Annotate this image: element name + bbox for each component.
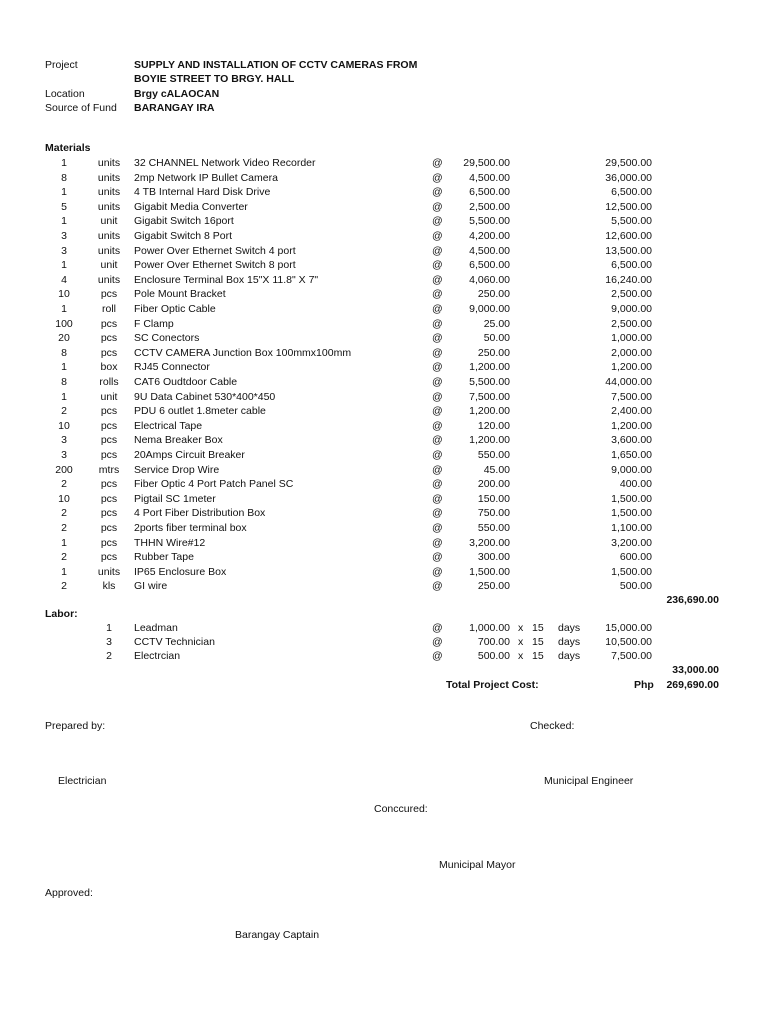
- table-row: [0, 172, 768, 187]
- project-title-line2: BOYIE STREET TO BRGY. HALL: [134, 73, 295, 85]
- item-description: Fiber Optic 4 Port Patch Panel SC: [134, 478, 294, 491]
- item-description: Electrical Tape: [134, 419, 203, 432]
- item-unit: unit: [100, 215, 118, 228]
- item-unit-price: 4,500.00: [469, 171, 510, 184]
- table-row: [0, 201, 768, 216]
- item-qty: 10: [58, 288, 70, 301]
- table-row: [0, 303, 768, 318]
- item-amount: 1,200.00: [611, 419, 652, 432]
- labor-days-count: 15: [532, 636, 544, 649]
- item-unit-price: 1,200.00: [469, 434, 510, 447]
- at-symbol: @: [432, 332, 443, 345]
- item-unit: pcs: [100, 551, 118, 564]
- at-symbol: @: [432, 492, 443, 505]
- item-qty: 1: [61, 390, 67, 403]
- labor-heading: Labor:: [45, 608, 78, 620]
- table-row: [0, 391, 768, 406]
- location-label: Location: [45, 88, 85, 100]
- item-unit-price: 250.00: [477, 580, 510, 593]
- item-unit-price: 7,500.00: [469, 390, 510, 403]
- item-unit: pcs: [100, 522, 118, 534]
- item-description: 4 TB Internal Hard Disk Drive: [134, 186, 271, 199]
- concurred-label: Conccured:: [374, 803, 428, 815]
- item-unit: pcs: [100, 449, 118, 461]
- item-qty: 1: [61, 303, 67, 315]
- item-unit: pcs: [100, 507, 118, 520]
- item-amount: 16,240.00: [605, 273, 652, 286]
- item-unit: pcs: [100, 434, 118, 447]
- labor-days-label: days: [558, 636, 581, 649]
- item-description: Fiber Optic Cable: [134, 303, 216, 315]
- item-amount: 7,500.00: [611, 390, 652, 403]
- item-unit-price: 150.00: [477, 492, 510, 505]
- item-description: RJ45 Connector: [134, 361, 210, 374]
- item-amount: 36,000.00: [605, 171, 652, 184]
- item-qty: 3: [61, 434, 67, 447]
- labor-days-count: 15: [532, 650, 544, 663]
- item-amount: 600.00: [619, 551, 652, 564]
- item-amount: 29,500.00: [605, 157, 652, 169]
- item-description: 4 Port Fiber Distribution Box: [134, 507, 266, 520]
- at-symbol: @: [432, 650, 443, 663]
- item-unit: pcs: [100, 346, 118, 359]
- item-description: 2ports fiber terminal box: [134, 522, 247, 534]
- labor-qty: 2: [106, 650, 112, 663]
- at-symbol: @: [432, 434, 443, 447]
- at-symbol: @: [432, 580, 443, 593]
- times-symbol: x: [518, 636, 524, 649]
- table-row: [0, 376, 768, 391]
- item-unit: mtrs: [98, 463, 120, 476]
- materials-heading: Materials: [45, 142, 91, 154]
- item-amount: 44,000.00: [605, 376, 652, 388]
- labor-amount: 15,000.00: [605, 622, 652, 634]
- labor-amount: 10,500.00: [605, 636, 652, 649]
- at-symbol: @: [432, 376, 443, 388]
- approver-title: Barangay Captain: [235, 929, 320, 941]
- table-row: [0, 230, 768, 245]
- item-qty: 1: [61, 186, 67, 199]
- materials-subtotal: 236,690.00: [666, 594, 719, 606]
- item-unit: pcs: [100, 405, 118, 418]
- item-qty: 3: [61, 449, 67, 461]
- project-title-line1: SUPPLY AND INSTALLATION OF CCTV CAMERAS FROM: [134, 59, 418, 71]
- item-unit: pcs: [100, 288, 118, 301]
- at-symbol: @: [432, 259, 443, 272]
- item-qty: 1: [61, 215, 67, 228]
- item-amount: 1,200.00: [611, 361, 652, 374]
- item-unit-price: 3,200.00: [469, 536, 510, 549]
- at-symbol: @: [432, 419, 443, 432]
- item-qty: 4: [61, 273, 67, 286]
- at-symbol: @: [432, 288, 443, 301]
- at-symbol: @: [432, 522, 443, 534]
- item-unit-price: 200.00: [477, 478, 510, 491]
- item-amount: 2,500.00: [611, 288, 652, 301]
- item-unit-price: 25.00: [483, 317, 510, 330]
- item-unit-price: 6,500.00: [469, 186, 510, 199]
- item-amount: 12,500.00: [605, 200, 652, 213]
- item-unit: units: [97, 244, 121, 257]
- at-symbol: @: [432, 551, 443, 564]
- labor-rate: 1,000.00: [469, 622, 510, 634]
- item-amount: 1,000.00: [611, 332, 652, 345]
- item-unit: rolls: [99, 376, 119, 388]
- labor-subtotal: 33,000.00: [672, 664, 719, 676]
- item-description: Power Over Ethernet Switch 8 port: [134, 259, 296, 272]
- item-description: Gigabit Switch 16port: [134, 215, 234, 228]
- at-symbol: @: [432, 157, 443, 169]
- item-unit: unit: [100, 390, 118, 403]
- item-qty: 2: [61, 405, 67, 418]
- item-qty: 2: [61, 507, 67, 520]
- item-qty: 8: [61, 171, 67, 184]
- item-unit-price: 750.00: [477, 507, 510, 520]
- item-unit-price: 5,500.00: [469, 376, 510, 388]
- at-symbol: @: [432, 463, 443, 476]
- at-symbol: @: [432, 303, 443, 315]
- item-unit-price: 250.00: [477, 288, 510, 301]
- item-unit-price: 300.00: [477, 551, 510, 564]
- item-qty: 3: [61, 230, 67, 242]
- item-description: 2mp Network IP Bullet Camera: [134, 171, 278, 184]
- table-row: [0, 551, 768, 566]
- item-amount: 5,500.00: [611, 215, 652, 228]
- item-amount: 3,200.00: [611, 536, 652, 549]
- item-unit: units: [97, 200, 121, 213]
- at-symbol: @: [432, 565, 443, 578]
- labor-rate: 700.00: [477, 636, 510, 649]
- table-row: [0, 522, 768, 537]
- prepared-by-label: Prepared by:: [45, 720, 106, 732]
- item-qty: 1: [61, 565, 67, 578]
- item-unit: units: [97, 273, 121, 286]
- at-symbol: @: [432, 317, 443, 330]
- item-description: GI wire: [134, 580, 168, 593]
- labor-qty: 3: [106, 636, 112, 649]
- item-description: 20Amps Circuit Breaker: [134, 449, 245, 461]
- item-qty: 20: [58, 332, 70, 345]
- item-amount: 400.00: [619, 478, 652, 491]
- table-row: [0, 288, 768, 303]
- table-row: [0, 537, 768, 552]
- project-label: Project: [45, 59, 78, 71]
- item-amount: 1,500.00: [611, 492, 652, 505]
- item-unit-price: 250.00: [477, 346, 510, 359]
- labor-days-count: 15: [532, 622, 544, 634]
- item-qty: 1: [61, 361, 67, 374]
- at-symbol: @: [432, 536, 443, 549]
- item-description: IP65 Enclosure Box: [134, 565, 227, 578]
- item-qty: 2: [61, 522, 67, 534]
- table-row: [0, 464, 768, 479]
- item-description: Gigabit Media Converter: [134, 200, 248, 213]
- at-symbol: @: [432, 244, 443, 257]
- item-amount: 3,600.00: [611, 434, 652, 447]
- item-qty: 8: [61, 376, 67, 388]
- table-row: [0, 245, 768, 260]
- approved-label: Approved:: [45, 887, 93, 899]
- item-qty: 10: [58, 492, 70, 505]
- item-description: Enclosure Terminal Box 15"X 11.8" X 7": [134, 273, 319, 286]
- item-description: Rubber Tape: [134, 551, 194, 564]
- item-unit: pcs: [100, 478, 118, 491]
- item-qty: 1: [61, 536, 67, 549]
- item-qty: 1: [61, 259, 67, 272]
- table-row: [0, 318, 768, 333]
- table-row: [0, 157, 768, 172]
- item-description: 9U Data Cabinet 530*400*450: [134, 390, 276, 403]
- item-description: Pole Mount Bracket: [134, 288, 226, 301]
- item-description: THHN Wire#12: [134, 536, 206, 549]
- item-amount: 1,500.00: [611, 565, 652, 578]
- item-unit-price: 550.00: [477, 449, 510, 461]
- table-row: [0, 449, 768, 464]
- at-symbol: @: [432, 346, 443, 359]
- table-row: [0, 434, 768, 449]
- at-symbol: @: [432, 478, 443, 491]
- location-value: Brgy cALAOCAN: [134, 88, 220, 100]
- item-description: CCTV CAMERA Junction Box 100mmx100mm: [134, 346, 352, 359]
- item-amount: 6,500.00: [611, 186, 652, 199]
- item-qty: 10: [58, 419, 70, 432]
- table-row: [0, 405, 768, 420]
- item-description: PDU 6 outlet 1.8meter cable: [134, 405, 266, 418]
- labor-role: Leadman: [134, 622, 178, 634]
- item-unit: units: [97, 565, 121, 578]
- table-row: [0, 566, 768, 581]
- item-unit-price: 45.00: [483, 463, 510, 476]
- fund-label: Source of Fund: [45, 102, 117, 114]
- times-symbol: x: [518, 622, 524, 634]
- at-symbol: @: [432, 230, 443, 242]
- item-unit-price: 50.00: [483, 332, 510, 345]
- fund-value: BARANGAY IRA: [134, 102, 215, 114]
- at-symbol: @: [432, 449, 443, 461]
- item-qty: 3: [61, 244, 67, 257]
- item-unit: pcs: [100, 492, 118, 505]
- item-unit-price: 4,500.00: [469, 244, 510, 257]
- item-unit: box: [100, 361, 118, 374]
- item-description: F Clamp: [134, 317, 174, 330]
- item-amount: 9,000.00: [611, 463, 652, 476]
- item-unit: kls: [102, 580, 116, 593]
- item-unit-price: 550.00: [477, 522, 510, 534]
- at-symbol: @: [432, 171, 443, 184]
- item-amount: 12,600.00: [605, 230, 652, 242]
- concurrer-title: Municipal Mayor: [439, 859, 516, 871]
- labor-row: [0, 622, 768, 637]
- table-row: [0, 332, 768, 347]
- table-row: [0, 420, 768, 435]
- table-row: [0, 186, 768, 201]
- labor-role: Electrcian: [134, 650, 181, 663]
- item-unit-price: 9,000.00: [469, 303, 510, 315]
- item-unit-price: 5,500.00: [469, 215, 510, 228]
- item-unit: roll: [101, 303, 116, 315]
- item-qty: 2: [61, 551, 67, 564]
- item-unit: unit: [100, 259, 118, 272]
- item-unit-price: 29,500.00: [463, 157, 510, 169]
- preparer-title: Electrician: [58, 775, 107, 787]
- table-row: [0, 507, 768, 522]
- at-symbol: @: [432, 507, 443, 520]
- item-qty: 2: [61, 478, 67, 491]
- item-description: Service Drop Wire: [134, 463, 220, 476]
- table-row: [0, 347, 768, 362]
- item-unit-price: 120.00: [477, 419, 510, 432]
- total-currency: Php: [634, 679, 654, 691]
- labor-days-label: days: [558, 622, 581, 634]
- at-symbol: @: [432, 636, 443, 649]
- item-description: 32 CHANNEL Network Video Recorder: [134, 157, 316, 169]
- item-description: Power Over Ethernet Switch 4 port: [134, 244, 296, 257]
- item-amount: 13,500.00: [605, 244, 652, 257]
- item-amount: 2,400.00: [611, 405, 652, 418]
- item-description: Nema Breaker Box: [134, 434, 223, 447]
- item-amount: 1,650.00: [611, 449, 652, 461]
- item-unit-price: 4,060.00: [469, 273, 510, 286]
- item-amount: 500.00: [619, 580, 652, 593]
- at-symbol: @: [432, 622, 443, 634]
- table-row: [0, 274, 768, 289]
- item-unit: units: [97, 157, 121, 169]
- at-symbol: @: [432, 361, 443, 374]
- item-amount: 9,000.00: [611, 303, 652, 315]
- item-description: Pigtail SC 1meter: [134, 492, 216, 505]
- item-unit-price: 6,500.00: [469, 259, 510, 272]
- labor-amount: 7,500.00: [611, 650, 652, 663]
- at-symbol: @: [432, 215, 443, 228]
- total-label: Total Project Cost:: [446, 679, 539, 691]
- table-row: [0, 580, 768, 595]
- item-amount: 1,100.00: [611, 522, 652, 534]
- table-row: [0, 361, 768, 376]
- table-row: [0, 259, 768, 274]
- at-symbol: @: [432, 390, 443, 403]
- times-symbol: x: [518, 650, 524, 663]
- labor-row: [0, 636, 768, 651]
- item-qty: 100: [55, 317, 73, 330]
- item-unit: pcs: [100, 332, 118, 345]
- item-unit: units: [97, 186, 121, 199]
- table-row: [0, 478, 768, 493]
- item-qty: 5: [61, 200, 67, 213]
- checker-title: Municipal Engineer: [544, 775, 634, 787]
- item-unit-price: 1,200.00: [469, 405, 510, 418]
- at-symbol: @: [432, 186, 443, 199]
- item-unit: units: [97, 230, 121, 242]
- item-unit: pcs: [100, 536, 118, 549]
- item-unit-price: 4,200.00: [469, 230, 510, 242]
- labor-qty: 1: [106, 622, 112, 634]
- checked-label: Checked:: [530, 720, 575, 732]
- item-unit: pcs: [100, 317, 118, 330]
- item-qty: 200: [55, 463, 73, 476]
- table-row: [0, 493, 768, 508]
- labor-rate: 500.00: [477, 650, 510, 663]
- item-qty: 8: [61, 346, 67, 359]
- labor-days-label: days: [558, 650, 581, 663]
- item-description: CAT6 Oudtdoor Cable: [134, 376, 238, 388]
- at-symbol: @: [432, 405, 443, 418]
- item-unit-price: 1,200.00: [469, 361, 510, 374]
- labor-role: CCTV Technician: [134, 636, 215, 649]
- item-qty: 2: [61, 580, 67, 593]
- item-amount: 2,000.00: [611, 346, 652, 359]
- item-amount: 1,500.00: [611, 507, 652, 520]
- table-row: [0, 215, 768, 230]
- item-unit: pcs: [100, 419, 118, 432]
- labor-row: [0, 650, 768, 665]
- total-value: 269,690.00: [666, 679, 719, 691]
- item-qty: 1: [61, 157, 67, 169]
- item-description: Gigabit Switch 8 Port: [134, 230, 233, 242]
- item-amount: 2,500.00: [611, 317, 652, 330]
- item-unit-price: 2,500.00: [469, 200, 510, 213]
- at-symbol: @: [432, 200, 443, 213]
- item-description: SC Conectors: [134, 332, 200, 345]
- item-amount: 6,500.00: [611, 259, 652, 272]
- item-unit-price: 1,500.00: [469, 565, 510, 578]
- at-symbol: @: [432, 273, 443, 286]
- item-unit: units: [97, 171, 121, 184]
